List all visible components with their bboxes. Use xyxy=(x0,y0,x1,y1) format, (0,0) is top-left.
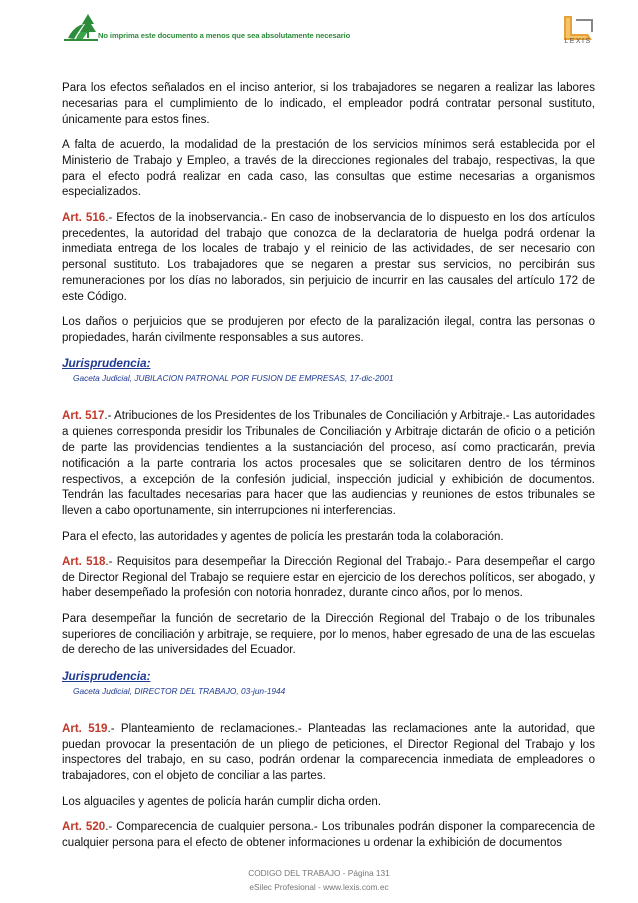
paragraph: Los daños o perjuicios que se produjeren por efecto de la paralización ilegal, contra las personas o propiedades, harán civilmente responsables a sus autores. xyxy=(62,316,595,344)
article-text: .- Efectos de la inobservancia.- En caso de inobservancia de lo dispuesto en los dos artículos precedentes, la autoridad del trabajo que conozca de la declaratoria de huelga podrá ordenar la inmediata entrega de los locales de trabajo y el reinicio de las actividades, de ser necesario con personal sustituto. Los trabajadores que se negaren a prestar sus servicios, no percibirán sus remuneraciones por los días no laborados, sin perjuicio de incurrir en las causales del artículo 172 de este Código. xyxy=(62,211,596,303)
footer-website[interactable]: eSilec Profesional - www.lexis.com.ec xyxy=(249,882,389,892)
article-518 xyxy=(62,555,595,602)
article-number: Art. 519 xyxy=(62,722,108,735)
article-517 xyxy=(62,409,595,520)
jurisprudence-heading: Jurisprudencia: xyxy=(62,356,151,371)
article-text: .- Planteamiento de reclamaciones.- Planteadas las reclamaciones ante la autoridad, que puedan provocar la presentación de un pliego de peticiones, el Director Regional del Trabajo y los inspectores del trabajo, en su caso, podrán ordenar la comparecencia inmediata de empleadores o trabajadores, con el objeto de conciliar a las partes. xyxy=(62,722,596,783)
lexis-logo-text: LEXIS xyxy=(564,38,592,45)
article-text: .- Requisitos para desempeñar la Dirección Regional del Trabajo.- Para desempeñar el cargo de Director Regional del Trabajo se requiere estar en ejercicio de los derechos políticos, ser abogado, y haber desempeñado la profesión con notoria honradez, durante cinco años, por lo menos. xyxy=(62,555,595,600)
jurisprudence-link[interactable]: Gaceta Judicial, JUBILACION PATRONAL POR FUSION DE EMPRESAS, 17-dic-2001 xyxy=(73,373,394,384)
print-notice: No imprima este documento a menos que sea absolutamente necesario xyxy=(98,31,351,40)
article-number: Art. 518 xyxy=(62,555,106,568)
article-text: .- Atribuciones de los Presidentes de los Tribunales de Conciliación y Arbitraje.- Las autoridades a quienes corresponda presidir los Tribunales de Conciliación y Arbitraje dictarán de oficio o a petición de parte las providencias tendientes a la sustanciación del proceso, así como practicarán, previa notificación a la parte contraria los actos procesales que se solicitaren dentro de los términos respectivos, a excepción de la confesión judicial, inspección judicial y exhibición de documentos. Tendrán las facultades necesarias para hacer que las audiencias y reuniones de estos tribunales se lleven a cabo oportunamente, sin interrupciones ni interferencias. xyxy=(62,410,596,518)
article-520 xyxy=(62,820,595,852)
paragraph: Los alguaciles y agentes de policía harán cumplir dicha orden. xyxy=(62,795,382,808)
lexis-logo-icon xyxy=(556,12,600,56)
document-body xyxy=(62,81,595,861)
tree-icon xyxy=(64,12,98,42)
article-519 xyxy=(62,722,595,785)
page-header xyxy=(0,0,638,60)
paragraph: Para los efectos señalados en el inciso anterior, si los trabajadores se negaren a realizar las labores necesarias para el cumplimiento de lo indicado, el empleador podrá contratar personal sustituto, únicamente para estos fines. xyxy=(62,82,595,126)
jurisprudence-link[interactable]: Gaceta Judicial, DIRECTOR DEL TRABAJO, 03-jun-1944 xyxy=(73,685,286,696)
article-number: Art. 520 xyxy=(62,821,106,834)
article-number: Art. 517 xyxy=(62,410,105,423)
paragraph: Para el efecto, las autoridades y agentes de policía les prestarán toda la colaboración. xyxy=(62,530,504,543)
footer-page-info: CODIGO DEL TRABAJO - Página 131 xyxy=(248,868,390,878)
article-text: .- Comparecencia de cualquier persona.- Los tribunales podrán disponer la comparecencia de cualquier persona para el efecto de obtener informaciones u ordenar la exhibición de documentos xyxy=(62,821,595,849)
article-number: Art. 516 xyxy=(62,211,106,224)
paragraph: A falta de acuerdo, la modalidad de la prestación de los servicios mínimos será establecida por el Ministerio de Trabajo y Empleo, a través de la direcciones regionales del trabajo, respectivas, la que para el efecto podrá realizar en cada caso, las consultas que estime necesarias a organismos especializados. xyxy=(62,138,595,199)
paragraph: Para desempeñar la función de secretario de la Dirección Regional del Trabajo o de los tribunales superiores de conciliación y arbitraje, se requiere, por lo menos, haber egresado de una de las escuelas de derecho de las universidades del Ecuador. xyxy=(62,612,595,657)
jurisprudence-heading: Jurisprudencia: xyxy=(62,668,151,683)
article-516 xyxy=(62,211,595,306)
